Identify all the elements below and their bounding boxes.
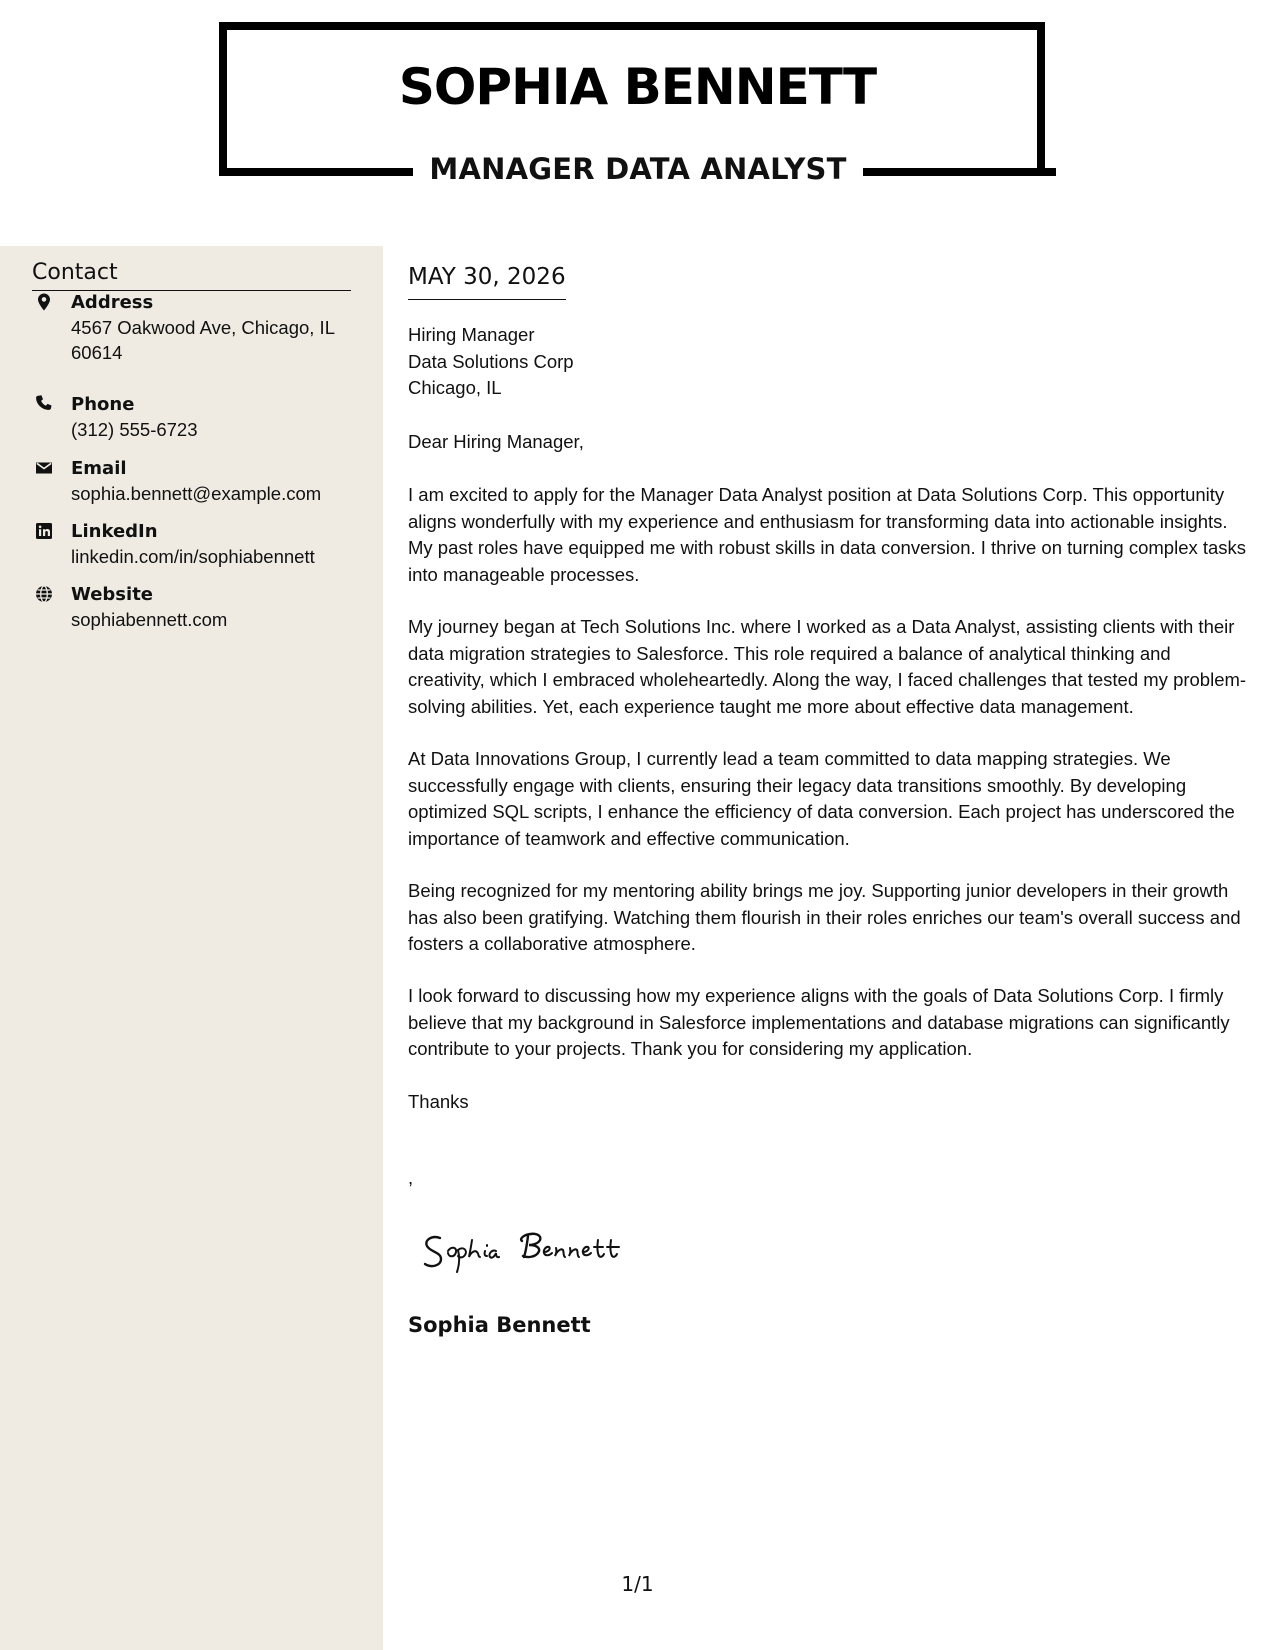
linkedin-value[interactable]: linkedin.com/in/sophiabennett (71, 546, 315, 567)
contact-label: Email (71, 458, 127, 479)
contact-label: LinkedIn (71, 521, 158, 542)
letter-date: MAY 30, 2026 (408, 264, 566, 300)
website-value[interactable]: sophiabennett.com (71, 609, 228, 630)
signer-name: Sophia Bennett (408, 1313, 591, 1337)
contact-heading: Contact (32, 260, 351, 291)
closing: Thanks (408, 1091, 469, 1112)
linkedin-icon (34, 521, 54, 541)
name-frame-bottom-left (219, 168, 413, 176)
resume-header (0, 0, 1275, 246)
recipient-location: Chicago, IL (408, 377, 502, 398)
closing-comma: , (408, 1167, 414, 1188)
applicant-name: SOPHIA BENNETT (398, 58, 877, 116)
handwritten-signature (416, 1218, 666, 1280)
letter-paragraph: I am excited to apply for the Manager Data Analyst position at Data Solutions Corp. This opportunity aligns wonderfully with my experience and enthusiasm for transforming data into actionable insights. My past roles have equipped me with robust skills in data conversion. I thrive on turning complex tasks into manageable processes. (408, 484, 1247, 585)
page-number: 1/1 (621, 1572, 654, 1596)
contact-label: Website (71, 584, 154, 605)
letter-paragraph: My journey began at Tech Solutions Inc. where I worked as a Data Analyst, assisting clients with their data migration strategies to Salesforce. This role required a balance of analytical thinking and creativity, which I embraced wholeheartedly. Along the way, I faced challenges that tested my problem-solving abilities. Yet, each experience taught me more about effective data management. (408, 616, 1247, 717)
phone-value: (312) 555-6723 (71, 419, 198, 440)
contact-sidebar (0, 246, 383, 1650)
job-title: MANAGER DATA ANALYST (429, 152, 847, 186)
phone-icon (34, 394, 54, 414)
address-value: 4567 Oakwood Ave, Chicago, IL 60614 (71, 317, 335, 363)
letter-paragraph: At Data Innovations Group, I currently lead a team committed to data mapping strategies. We successfully engage with clients, ensuring their legacy data transitions smoothly. By developing optimized SQL scripts, I enhance the efficiency of data conversion. Each project has underscored the importance of teamwork and effective communication. (408, 748, 1235, 849)
recipient-block (408, 322, 574, 402)
letter-paragraph: I look forward to discussing how my experience aligns with the goals of Data Solutions Corp. I firmly believe that my background in Salesforce implementations and database migrations can significantly contribute to your projects. Thank you for considering my application. (408, 985, 1230, 1059)
letter-paragraph: Being recognized for my mentoring ability brings me joy. Supporting junior developers in their growth has also been gratifying. Watching them flourish in their roles enriches our team's overall success and fosters a collaborative atmosphere. (408, 880, 1241, 954)
recipient-company: Data Solutions Corp (408, 350, 574, 372)
name-frame-bottom-right (863, 168, 1056, 176)
email-value[interactable]: sophia.bennett@example.com (71, 483, 322, 504)
envelope-icon (34, 458, 54, 478)
contact-label: Address (71, 292, 154, 313)
map-pin-icon (34, 292, 54, 312)
contact-label: Phone (71, 394, 135, 415)
salutation: Dear Hiring Manager, (408, 431, 584, 452)
recipient-line: Hiring Manager (408, 324, 535, 345)
globe-icon (34, 584, 54, 604)
